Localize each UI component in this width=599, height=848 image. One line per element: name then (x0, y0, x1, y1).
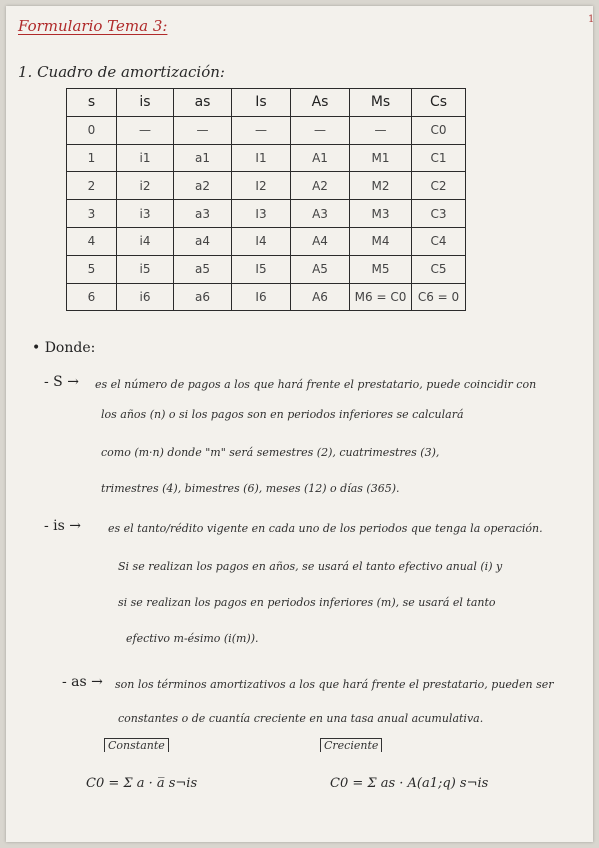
constante-label: Constante (104, 738, 169, 752)
cell: I3 (232, 200, 291, 228)
cell: M1 (350, 144, 412, 172)
cell: a6 (174, 283, 232, 311)
cell: C2 (412, 172, 466, 200)
cell: 5 (67, 255, 117, 283)
cell: A2 (291, 172, 350, 200)
cell: — (174, 116, 232, 144)
cell: i2 (117, 172, 174, 200)
cell: A1 (291, 144, 350, 172)
table-row (67, 255, 466, 283)
s-description-line: como (m·n) donde "m" será semestres (2), cuatrimestres (3), (101, 446, 440, 459)
header-Ms: Ms (350, 89, 412, 117)
cell: 3 (67, 200, 117, 228)
cell: C0 (412, 116, 466, 144)
table-row (67, 144, 466, 172)
cell: A5 (291, 255, 350, 283)
donde-heading: • Donde: (32, 340, 96, 356)
cell: i4 (117, 227, 174, 255)
cell: — (117, 116, 174, 144)
table-row (67, 200, 466, 228)
table-row (67, 227, 466, 255)
cell: a3 (174, 200, 232, 228)
header-Cs: Cs (412, 89, 466, 117)
formula-constante: C0 = Σ a · a̅ s¬is (86, 776, 198, 791)
cell: C4 (412, 227, 466, 255)
header-s: s (67, 89, 117, 117)
formula-creciente: C0 = Σ as · A(a1;q) s¬is (330, 776, 489, 791)
cell: i5 (117, 255, 174, 283)
is-description-line: Si se realizan los pagos en años, se usará el tanto efectivo anual (i) y (118, 560, 503, 573)
table-row (67, 172, 466, 200)
cell: M5 (350, 255, 412, 283)
is-description-line: efectivo m-ésimo (i(m)). (126, 632, 259, 645)
cell: i6 (117, 283, 174, 311)
cell: M3 (350, 200, 412, 228)
cell: C6 = 0 (412, 283, 466, 311)
cell: 1 (67, 144, 117, 172)
s-description-line: trimestres (4), bimestres (6), meses (12) o días (365). (101, 482, 400, 495)
cell: I6 (232, 283, 291, 311)
creciente-label: Creciente (320, 738, 382, 752)
cell: M6 = C0 (350, 283, 412, 311)
is-description-line: es el tanto/rédito vigente en cada uno de los periodos que tenga la operación. (108, 522, 543, 535)
header-is: is (117, 89, 174, 117)
page-number: 1 (588, 14, 595, 25)
is-description-line: si se realizan los pagos en periodos inferiores (m), se usará el tanto (118, 596, 496, 609)
as-description-line: son los términos amortizativos a los que hará frente el prestatario, pueden ser (115, 678, 554, 691)
cell: I5 (232, 255, 291, 283)
table-row (67, 283, 466, 311)
s-term-label: - S → (44, 374, 79, 390)
cell: 2 (67, 172, 117, 200)
cell: a5 (174, 255, 232, 283)
s-description-line: es el número de pagos a los que hará frente el prestatario, puede coincidir con (95, 378, 537, 391)
cell: M4 (350, 227, 412, 255)
cell: A3 (291, 200, 350, 228)
cell: A4 (291, 227, 350, 255)
table-header-row (67, 89, 466, 117)
cell: M2 (350, 172, 412, 200)
cell: a2 (174, 172, 232, 200)
cell: 6 (67, 283, 117, 311)
page-title: Formulario Tema 3: (18, 17, 168, 35)
cell: a1 (174, 144, 232, 172)
cell: — (232, 116, 291, 144)
cell: C3 (412, 200, 466, 228)
s-description-line: los años (n) o si los pagos son en periodos inferiores se calculará (101, 408, 464, 421)
header-Is: Is (232, 89, 291, 117)
table-row (67, 116, 466, 144)
cell: I2 (232, 172, 291, 200)
cell: a4 (174, 227, 232, 255)
cell: A6 (291, 283, 350, 311)
cell: C1 (412, 144, 466, 172)
cell: i3 (117, 200, 174, 228)
cell: i1 (117, 144, 174, 172)
cell: 0 (67, 116, 117, 144)
header-As: As (291, 89, 350, 117)
cell: — (291, 116, 350, 144)
amortization-table (66, 88, 466, 311)
cell: C5 (412, 255, 466, 283)
as-description-line: constantes o de cuantía creciente en una tasa anual acumulativa. (118, 712, 484, 725)
header-as: as (174, 89, 232, 117)
cell: I1 (232, 144, 291, 172)
section-heading-amortization: 1. Cuadro de amortización: (18, 63, 225, 81)
as-term-label: - as → (62, 674, 103, 690)
is-term-label: - is → (44, 518, 82, 534)
cell: I4 (232, 227, 291, 255)
cell: 4 (67, 227, 117, 255)
cell: — (350, 116, 412, 144)
